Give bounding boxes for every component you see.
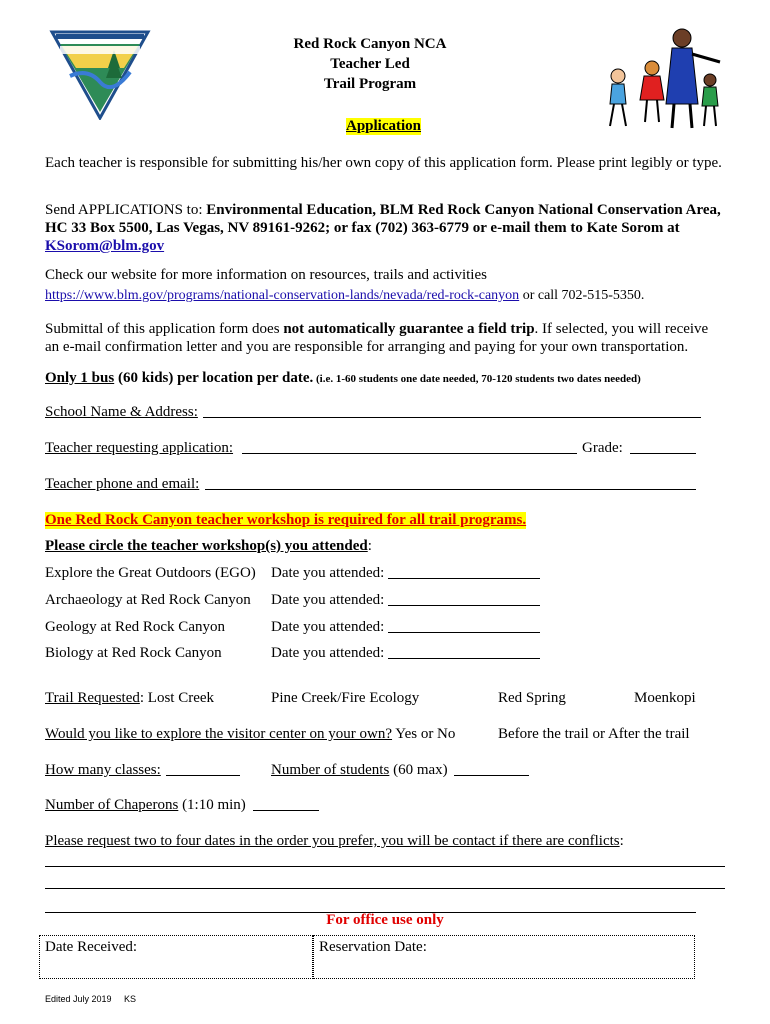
dates-request: Please request two to four dates in the order you prefer, you will be contact if there are conflicts: [45,833,624,849]
trail-option-moenkopi[interactable]: Moenkopi [634,690,696,706]
teacher-children-illustration [602,24,732,134]
teacher-field[interactable] [242,453,577,454]
workshop-date-field[interactable] [388,605,540,606]
website-link[interactable]: https://www.blm.gov/programs/national-conservation-lands/nevada/red-rock-canyon [45,288,520,303]
workshop-date-field[interactable] [388,632,540,633]
date-request-line-1[interactable] [45,866,725,867]
classes-field[interactable] [166,775,240,776]
school-label: School Name & Address: [45,404,198,420]
students-text: Number of students [271,762,390,778]
grade-label: Grade: [582,440,623,456]
submittal-pre: Submittal of this application form does [45,321,284,337]
workshop-circle-text: Please circle the teacher workshop(s) you attended [45,538,368,554]
submittal-post: . If selected, you will receive an e-mail confirmation letter and you are responsible for arranging and paying for your own transportation. [45,321,709,355]
workshop-item-ego[interactable]: Explore the Great Outdoors (EGO) [45,565,256,581]
workshop-date-field[interactable] [388,658,540,659]
workshop-item-geology[interactable]: Geology at Red Rock Canyon [45,619,225,635]
trail-label: Trail Requested [45,690,140,706]
dates-request-text: Please request two to four dates in the order you prefer, you will be contact if there are conflicts [45,833,620,849]
phone-email-field[interactable] [205,489,696,490]
workshop-required: One Red Rock Canyon teacher workshop is required for all trail programs. [45,512,527,528]
send-applications [45,201,725,255]
classes-label: How many classes: [45,762,161,778]
footer-edited: Edited July 2019 [45,994,112,1004]
trail-requested [45,690,214,707]
trail-option-lost-creek[interactable]: : Lost Creek [139,690,215,706]
workshop-date-label: Date you attended: [271,619,385,635]
workshop-item-archaeology[interactable]: Archaeology at Red Rock Canyon [45,592,251,608]
workshop-date-label: Date you attended: [271,565,385,581]
website-text: Check our website for more information on resources, trails and activities [45,267,487,283]
teacher-label: Teacher requesting application: [45,440,234,456]
chaperons-label [45,797,246,814]
bus-note: (i.e. 1-60 students one date needed, 70-120 students two dates needed) [313,373,641,385]
workshop-item-biology[interactable]: Biology at Red Rock Canyon [45,645,222,661]
workshop-circle [45,538,372,555]
students-field[interactable] [454,775,529,776]
send-address: Environmental Education, BLM Red Rock Canyon National Conservation Area, HC 33 Box 5500, Las Vegas, NV 89161-9262; or fax (702) 363-6779 or e-mail them to Kate Sorom at [45,202,721,236]
title-line-2: Teacher Led [330,56,410,72]
submittal-text [45,320,725,356]
date-request-line-2[interactable] [45,888,725,889]
trail-option-pine-creek[interactable]: Pine Creek/Fire Ecology [271,690,420,706]
workshop-date-label: Date you attended: [271,592,385,608]
office-use-title: For office use only [326,912,444,928]
students-label [271,762,448,779]
school-field[interactable] [203,417,701,418]
students-max: (60 max) [389,762,448,778]
bus-limit [45,369,641,387]
application-heading: Application [346,118,422,134]
blm-logo [48,28,152,120]
submittal-bold: not automatically guarantee a field trip [283,321,535,337]
title-line-3: Trail Program [323,76,417,92]
phone-label: Teacher phone and email: [45,476,200,492]
title-line-1: Red Rock Canyon NCA [293,36,447,52]
bus-rest: (60 kids) per location per date. [114,370,314,386]
footer-initials: KS [124,994,137,1004]
chaperons-field[interactable] [253,810,319,811]
workshop-date-field[interactable] [388,578,540,579]
bus-only: Only 1 bus [45,370,115,386]
phone-text: or call 702-515-5350. [519,288,645,303]
intro-text: Each teacher is responsible for submitting his/her own copy of this application form. Please print legibly or type. [45,155,722,171]
visitor-answer[interactable]: Yes or No [392,726,456,742]
grade-field[interactable] [630,453,696,454]
reservation-date-label: Reservation Date: [319,939,427,955]
visitor-question-text: Would you like to explore the visitor center on your own? [45,726,393,742]
date-received-label: Date Received: [45,939,138,955]
website-line [45,288,644,304]
trail-option-red-spring[interactable]: Red Spring [498,690,566,706]
visitor-center-question [45,726,455,743]
send-prefix: Send APPLICATIONS to: [45,202,207,218]
email-link[interactable]: KSorom@blm.gov [45,238,165,254]
workshop-date-label: Date you attended: [271,645,385,661]
chaperons-ratio: (1:10 min) [178,797,246,813]
chaperons-text: Number of Chaperons [45,797,179,813]
workshop-colon: : [367,538,372,554]
visitor-when[interactable]: Before the trail or After the trail [498,726,690,742]
